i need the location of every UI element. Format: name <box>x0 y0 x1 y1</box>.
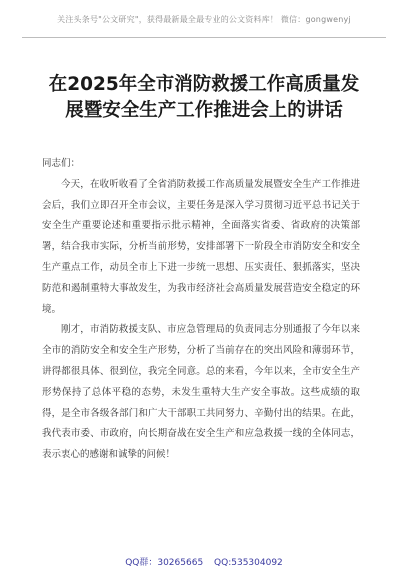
document-title <box>22 72 386 124</box>
paragraph-2: 刚才，市消防救援支队、市应急管理局的负责同志分别通报了今年以来全市的消防安全和安全生产形势，分析了当前存在的突出风险和薄弱环节，讲得都很具体、很到位，我完全同意。总的来看，今年以来，全市安全生产形势保持了总体平稳的态势，未发生重特大生产安全事故。这些成绩的取得，是全市各级各部门和广大干部职工共同努力、辛勤付出的结果。在此，我代表市委、市政府，向长期奋战在安全生产和应急救援一线的全体同志，表示衷心的感谢和诚挚的问候！ <box>42 324 360 461</box>
document-body <box>42 154 360 466</box>
header-divider <box>22 37 386 38</box>
title-line-2: 展暨安全生产工作推进会上的讲话 <box>65 100 343 121</box>
page-footer <box>0 555 408 568</box>
footer-qq-group: QQ群：30265665 <box>125 558 204 568</box>
paragraph-1: 今天，在收听收看了全省消防救援工作高质量发展暨安全生产工作推进会后，我们立即召开全市会议，主要任务是深入学习贯彻习近平总书记关于安全生产重要论述和重要指示批示精神，全面落实省委、省政府的决策部署，结合我市实际，分析当前形势，安排部署下一阶段全市消防安全和安全生产重点工作，动员全市上下进一步统一思想、压实责任、狠抓落实，坚决防范和遏制重特大事故发生，为我市经济社会高质量发展营造安全稳定的环境。 <box>42 178 360 315</box>
page-header-notice: 关注头条号"公文研究"，获得最新最全最专业的公文资料库！ 微信：gongwenyj <box>57 15 351 24</box>
title-line-1: 在2025年全市消防救援工作高质量发 <box>48 74 360 95</box>
salutation: 同志们： <box>42 158 81 169</box>
footer-qq: QQ:535304092 <box>214 558 283 568</box>
